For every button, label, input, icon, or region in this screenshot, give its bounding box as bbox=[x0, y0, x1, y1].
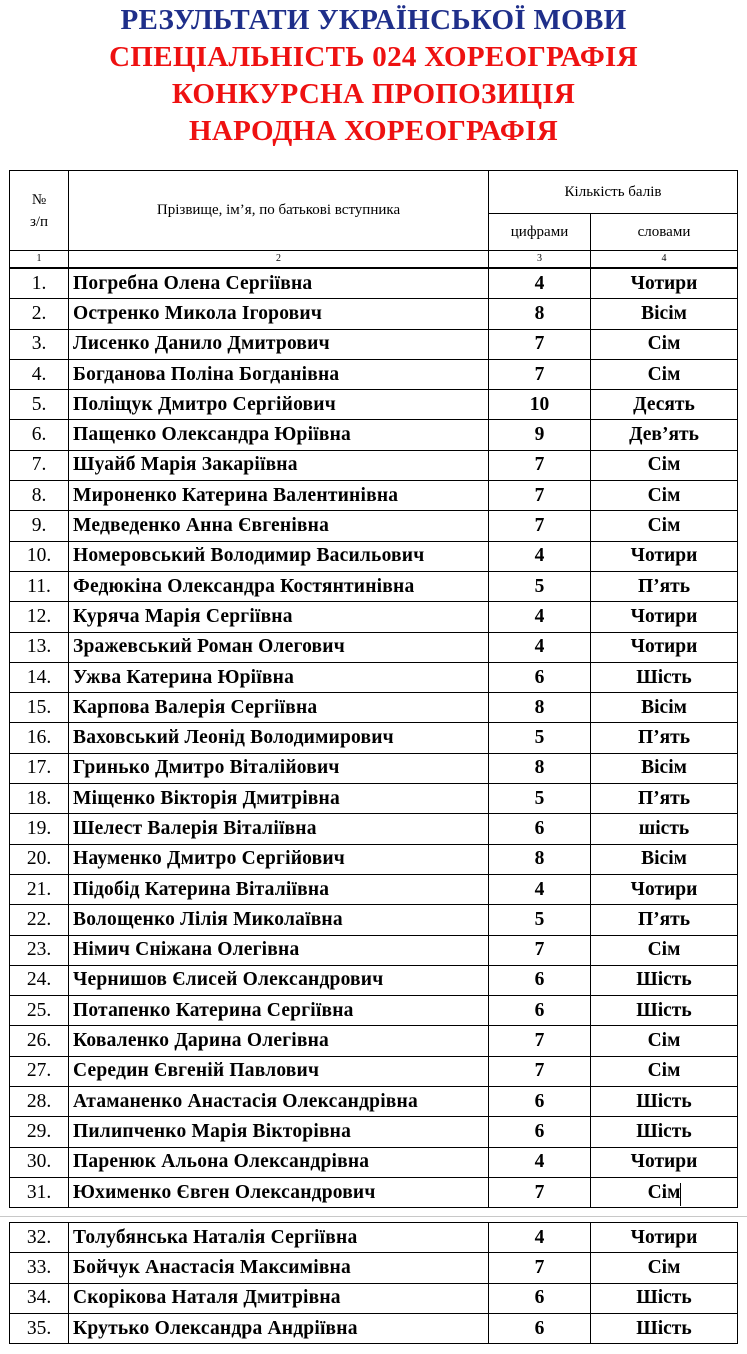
applicant-name: Крутько Олександра Андріївна bbox=[69, 1313, 489, 1343]
score-words: П’ять bbox=[591, 905, 738, 935]
applicant-name: Лисенко Данило Дмитрович bbox=[69, 329, 489, 359]
score-digits: 6 bbox=[489, 996, 591, 1026]
header-col-num-1: 1 bbox=[10, 251, 69, 268]
header-digits: цифрами bbox=[489, 214, 591, 251]
applicant-name: Атаманенко Анастасія Олександрівна bbox=[69, 1087, 489, 1117]
score-digits: 6 bbox=[489, 1313, 591, 1343]
row-number: 29. bbox=[10, 1117, 69, 1147]
applicant-name: Пащенко Олександра Юріївна bbox=[69, 420, 489, 450]
row-number: 11. bbox=[10, 571, 69, 601]
score-digits: 6 bbox=[489, 965, 591, 995]
table-row bbox=[10, 1056, 738, 1086]
table-row bbox=[10, 571, 738, 601]
applicant-name: Федюкіна Олександра Костянтинівна bbox=[69, 571, 489, 601]
text-cursor bbox=[680, 1183, 681, 1206]
table-row bbox=[10, 481, 738, 511]
row-number: 4. bbox=[10, 359, 69, 389]
table-row bbox=[10, 1117, 738, 1147]
score-words: Чотири bbox=[591, 1147, 738, 1177]
row-number: 23. bbox=[10, 935, 69, 965]
score-words: Дев’ять bbox=[591, 420, 738, 450]
table-row bbox=[10, 541, 738, 571]
score-words: Шість bbox=[591, 1117, 738, 1147]
results-table-continued bbox=[9, 1222, 738, 1344]
table-row bbox=[10, 844, 738, 874]
title-results: РЕЗУЛЬТАТИ УКРАЇНСЬКОЇ МОВИ bbox=[120, 4, 627, 36]
row-number: 35. bbox=[10, 1313, 69, 1343]
row-number: 10. bbox=[10, 541, 69, 571]
header-score: Кількість балів bbox=[489, 171, 738, 214]
score-digits: 7 bbox=[489, 329, 591, 359]
score-digits: 6 bbox=[489, 1117, 591, 1147]
applicant-name: Карпова Валерія Сергіївна bbox=[69, 693, 489, 723]
table-row bbox=[10, 450, 738, 480]
table-row bbox=[10, 1253, 738, 1283]
score-words: Сім bbox=[591, 511, 738, 541]
score-digits: 5 bbox=[489, 905, 591, 935]
score-digits: 7 bbox=[489, 1253, 591, 1283]
score-words: Шість bbox=[591, 662, 738, 692]
score-digits: 7 bbox=[489, 1056, 591, 1086]
score-words: Чотири bbox=[591, 541, 738, 571]
score-words: Сім bbox=[591, 359, 738, 389]
row-number: 34. bbox=[10, 1283, 69, 1313]
table-row bbox=[10, 753, 738, 783]
score-digits: 10 bbox=[489, 390, 591, 420]
applicant-name: Ваховський Леонід Володимирович bbox=[69, 723, 489, 753]
score-digits: 4 bbox=[489, 269, 591, 299]
table-row bbox=[10, 723, 738, 753]
applicant-name: Чернишов Єлисей Олександрович bbox=[69, 965, 489, 995]
score-words: Шість bbox=[591, 996, 738, 1026]
score-words: Сім bbox=[591, 1026, 738, 1056]
table-row bbox=[10, 420, 738, 450]
score-words: Сім bbox=[591, 1177, 738, 1207]
score-digits: 8 bbox=[489, 753, 591, 783]
applicant-name: Бойчук Анастасія Максимівна bbox=[69, 1253, 489, 1283]
header-name: Прізвище, ім’я, по батькові вступника bbox=[69, 171, 489, 251]
applicant-name: Волощенко Лілія Миколаївна bbox=[69, 905, 489, 935]
row-number: 7. bbox=[10, 450, 69, 480]
title-program: НАРОДНА ХОРЕОГРАФІЯ bbox=[189, 115, 558, 147]
score-digits: 7 bbox=[489, 935, 591, 965]
row-number: 3. bbox=[10, 329, 69, 359]
table-row bbox=[10, 662, 738, 692]
table-row bbox=[10, 1147, 738, 1177]
score-digits: 9 bbox=[489, 420, 591, 450]
table-row bbox=[10, 511, 738, 541]
table-row bbox=[10, 693, 738, 723]
table-row bbox=[10, 996, 738, 1026]
applicant-name: Поліщук Дмитро Сергійович bbox=[69, 390, 489, 420]
applicant-name: Остренко Микола Ігорович bbox=[69, 299, 489, 329]
score-words: П’ять bbox=[591, 723, 738, 753]
table-row bbox=[10, 602, 738, 632]
table-row bbox=[10, 269, 738, 299]
applicant-name: Середин Євгеній Павлович bbox=[69, 1056, 489, 1086]
score-words: Чотири bbox=[591, 602, 738, 632]
applicant-name: Міщенко Вікторія Дмитрівна bbox=[69, 784, 489, 814]
score-digits: 4 bbox=[489, 541, 591, 571]
applicant-name: Медведенко Анна Євгенівна bbox=[69, 511, 489, 541]
score-words: Шість bbox=[591, 1313, 738, 1343]
applicant-name: Коваленко Дарина Олегівна bbox=[69, 1026, 489, 1056]
row-number: 32. bbox=[10, 1223, 69, 1253]
score-words: Чотири bbox=[591, 632, 738, 662]
row-number: 2. bbox=[10, 299, 69, 329]
score-digits: 7 bbox=[489, 1026, 591, 1056]
score-digits: 7 bbox=[489, 1177, 591, 1207]
score-words: П’ять bbox=[591, 784, 738, 814]
applicant-name: Шуайб Марія Закаріївна bbox=[69, 450, 489, 480]
applicant-name: Богданова Поліна Богданівна bbox=[69, 359, 489, 389]
table-row bbox=[10, 1177, 738, 1207]
title-specialty: СПЕЦІАЛЬНІСТЬ 024 ХОРЕОГРАФІЯ bbox=[109, 41, 638, 73]
table-row bbox=[10, 965, 738, 995]
score-words: Сім bbox=[591, 1056, 738, 1086]
score-words: Вісім bbox=[591, 753, 738, 783]
score-words: Сім bbox=[591, 935, 738, 965]
score-words: Вісім bbox=[591, 844, 738, 874]
score-digits: 4 bbox=[489, 1147, 591, 1177]
applicant-name: Ужва Катерина Юріївна bbox=[69, 662, 489, 692]
table-row bbox=[10, 1283, 738, 1313]
row-number: 30. bbox=[10, 1147, 69, 1177]
score-words: Шість bbox=[591, 1283, 738, 1313]
score-digits: 7 bbox=[489, 450, 591, 480]
applicant-name: Підобід Катерина Віталіївна bbox=[69, 874, 489, 904]
applicant-name: Потапенко Катерина Сергіївна bbox=[69, 996, 489, 1026]
applicant-name: Номеровський Володимир Васильович bbox=[69, 541, 489, 571]
row-number: 20. bbox=[10, 844, 69, 874]
score-digits: 7 bbox=[489, 359, 591, 389]
score-words: Сім bbox=[591, 1253, 738, 1283]
score-digits: 8 bbox=[489, 844, 591, 874]
row-number: 5. bbox=[10, 390, 69, 420]
table-row bbox=[10, 359, 738, 389]
row-number: 22. bbox=[10, 905, 69, 935]
results-table-header bbox=[9, 170, 738, 268]
applicant-name: Толубянська Наталія Сергіївна bbox=[69, 1223, 489, 1253]
row-number: 6. bbox=[10, 420, 69, 450]
title-competitive-offer: КОНКУРСНА ПРОПОЗИЦІЯ bbox=[171, 78, 576, 110]
score-words: Десять bbox=[591, 390, 738, 420]
row-number: 31. bbox=[10, 1177, 69, 1207]
table-row bbox=[10, 632, 738, 662]
row-number: 28. bbox=[10, 1087, 69, 1117]
score-words: Сім bbox=[591, 481, 738, 511]
row-number: 33. bbox=[10, 1253, 69, 1283]
score-digits: 4 bbox=[489, 632, 591, 662]
header-number-abbr: з/п bbox=[29, 213, 49, 230]
score-words: Шість bbox=[591, 1087, 738, 1117]
header-number-cell bbox=[10, 171, 69, 251]
table-row bbox=[10, 905, 738, 935]
row-number: 18. bbox=[10, 784, 69, 814]
table-row bbox=[10, 814, 738, 844]
header-col-num-2: 2 bbox=[69, 251, 489, 268]
score-digits: 5 bbox=[489, 723, 591, 753]
applicant-name: Скорікова Наталя Дмитрівна bbox=[69, 1283, 489, 1313]
score-digits: 4 bbox=[489, 874, 591, 904]
table-row bbox=[10, 874, 738, 904]
results-table-body bbox=[9, 268, 738, 1208]
row-number: 16. bbox=[10, 723, 69, 753]
row-number: 24. bbox=[10, 965, 69, 995]
score-digits: 6 bbox=[489, 662, 591, 692]
score-words: Вісім bbox=[591, 693, 738, 723]
score-digits: 4 bbox=[489, 1223, 591, 1253]
score-words: Вісім bbox=[591, 299, 738, 329]
table-row bbox=[10, 299, 738, 329]
table-row bbox=[10, 329, 738, 359]
row-number: 19. bbox=[10, 814, 69, 844]
score-digits: 6 bbox=[489, 1087, 591, 1117]
score-digits: 7 bbox=[489, 481, 591, 511]
applicant-name: Зражевський Роман Олегович bbox=[69, 632, 489, 662]
score-digits: 7 bbox=[489, 511, 591, 541]
applicant-name: Шелест Валерія Віталіївна bbox=[69, 814, 489, 844]
header-words: словами bbox=[591, 214, 738, 251]
applicant-name: Німич Сніжана Олегівна bbox=[69, 935, 489, 965]
score-digits: 6 bbox=[489, 1283, 591, 1313]
header-col-num-3: 3 bbox=[489, 251, 591, 268]
header-col-num-4: 4 bbox=[591, 251, 738, 268]
document-title-block bbox=[0, 2, 747, 150]
score-digits: 8 bbox=[489, 299, 591, 329]
applicant-name: Юхименко Євген Олександрович bbox=[69, 1177, 489, 1207]
row-number: 15. bbox=[10, 693, 69, 723]
score-digits: 5 bbox=[489, 784, 591, 814]
score-words: Чотири bbox=[591, 269, 738, 299]
applicant-name: Паренюк Альона Олександрівна bbox=[69, 1147, 489, 1177]
row-number: 25. bbox=[10, 996, 69, 1026]
row-number: 1. bbox=[10, 269, 69, 299]
table-row bbox=[10, 1087, 738, 1117]
score-digits: 8 bbox=[489, 693, 591, 723]
score-digits: 5 bbox=[489, 571, 591, 601]
score-words: Сім bbox=[591, 450, 738, 480]
table-row bbox=[10, 1223, 738, 1253]
table-row bbox=[10, 390, 738, 420]
score-words: Чотири bbox=[591, 874, 738, 904]
score-words: Шість bbox=[591, 965, 738, 995]
row-number: 14. bbox=[10, 662, 69, 692]
page-break-line bbox=[0, 1216, 747, 1217]
header-number-sign: № bbox=[31, 191, 47, 208]
row-number: 21. bbox=[10, 874, 69, 904]
score-words: Сім bbox=[591, 329, 738, 359]
score-words: П’ять bbox=[591, 571, 738, 601]
row-number: 17. bbox=[10, 753, 69, 783]
row-number: 27. bbox=[10, 1056, 69, 1086]
row-number: 26. bbox=[10, 1026, 69, 1056]
applicant-name: Пилипченко Марія Вікторівна bbox=[69, 1117, 489, 1147]
table-row bbox=[10, 1026, 738, 1056]
score-digits: 6 bbox=[489, 814, 591, 844]
score-digits: 4 bbox=[489, 602, 591, 632]
score-words: Чотири bbox=[591, 1223, 738, 1253]
row-number: 9. bbox=[10, 511, 69, 541]
applicant-name: Гринько Дмитро Віталійович bbox=[69, 753, 489, 783]
table-row bbox=[10, 1313, 738, 1343]
applicant-name: Куряча Марія Сергіївна bbox=[69, 602, 489, 632]
table-row bbox=[10, 784, 738, 814]
applicant-name: Науменко Дмитро Сергійович bbox=[69, 844, 489, 874]
row-number: 13. bbox=[10, 632, 69, 662]
row-number: 8. bbox=[10, 481, 69, 511]
applicant-name: Погребна Олена Сергіївна bbox=[69, 269, 489, 299]
table-row bbox=[10, 935, 738, 965]
score-words: шість bbox=[591, 814, 738, 844]
applicant-name: Мироненко Катерина Валентинівна bbox=[69, 481, 489, 511]
row-number: 12. bbox=[10, 602, 69, 632]
